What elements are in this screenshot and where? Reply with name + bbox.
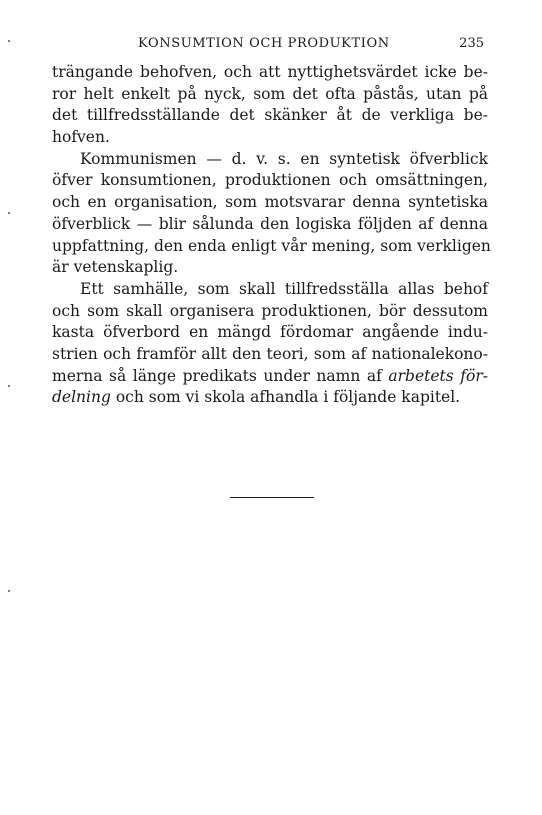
running-head xyxy=(60,36,484,56)
text-line: och som skall organisera produktionen, bör dessutom xyxy=(52,301,488,320)
text-line: Kommunismen — d. v. s. en syntetisk öfverblick xyxy=(80,149,488,168)
text-line: och en organisation, som motsvarar denna syntetiska xyxy=(52,193,488,212)
italic-term: delning xyxy=(52,388,111,407)
text-line: ror helt enkelt på nyck, som det ofta påstås, utan på xyxy=(52,84,488,103)
text-line: merna så länge predikats under namn af arbetets för- xyxy=(52,366,488,385)
page-number: 235 xyxy=(459,36,484,51)
scan-speck xyxy=(8,212,10,214)
paragraph xyxy=(52,62,488,149)
scan-speck xyxy=(8,40,10,42)
text-line: öfverblick — blir sålunda den logiska följden af denna xyxy=(52,214,488,233)
scan-speck xyxy=(8,385,10,387)
text-line: det tillfredsställande det skänker åt de verkliga be- xyxy=(52,106,488,125)
text-line: Ett samhälle, som skall tillfredsställa allas behof xyxy=(80,279,488,298)
body-text xyxy=(52,62,491,409)
text-line: hofven. xyxy=(52,128,110,147)
running-title: KONSUMTION OCH PRODUKTION xyxy=(138,36,390,51)
scan-speck xyxy=(8,590,10,592)
text-line: är vetenskaplig. xyxy=(52,258,179,277)
text-line: strien och framför allt den teori, som af nationalekono- xyxy=(52,344,488,363)
paragraph xyxy=(52,279,488,409)
text-line: kasta öfverbord en mängd fördomar angående indu- xyxy=(52,323,488,342)
text-line: uppfattning, den enda enligt vår mening, som verkligen xyxy=(52,236,491,255)
italic-term: arbetets för- xyxy=(388,366,488,385)
paragraph xyxy=(52,149,491,279)
text-line: trängande behofven, och att nyttighetsvärdet icke be- xyxy=(52,63,488,81)
end-rule xyxy=(230,497,314,498)
text-line: delning och som vi skola afhandla i följande kapitel. xyxy=(52,388,461,407)
text-line: öfver konsumtionen, produktionen och omsättningen, xyxy=(52,171,488,190)
